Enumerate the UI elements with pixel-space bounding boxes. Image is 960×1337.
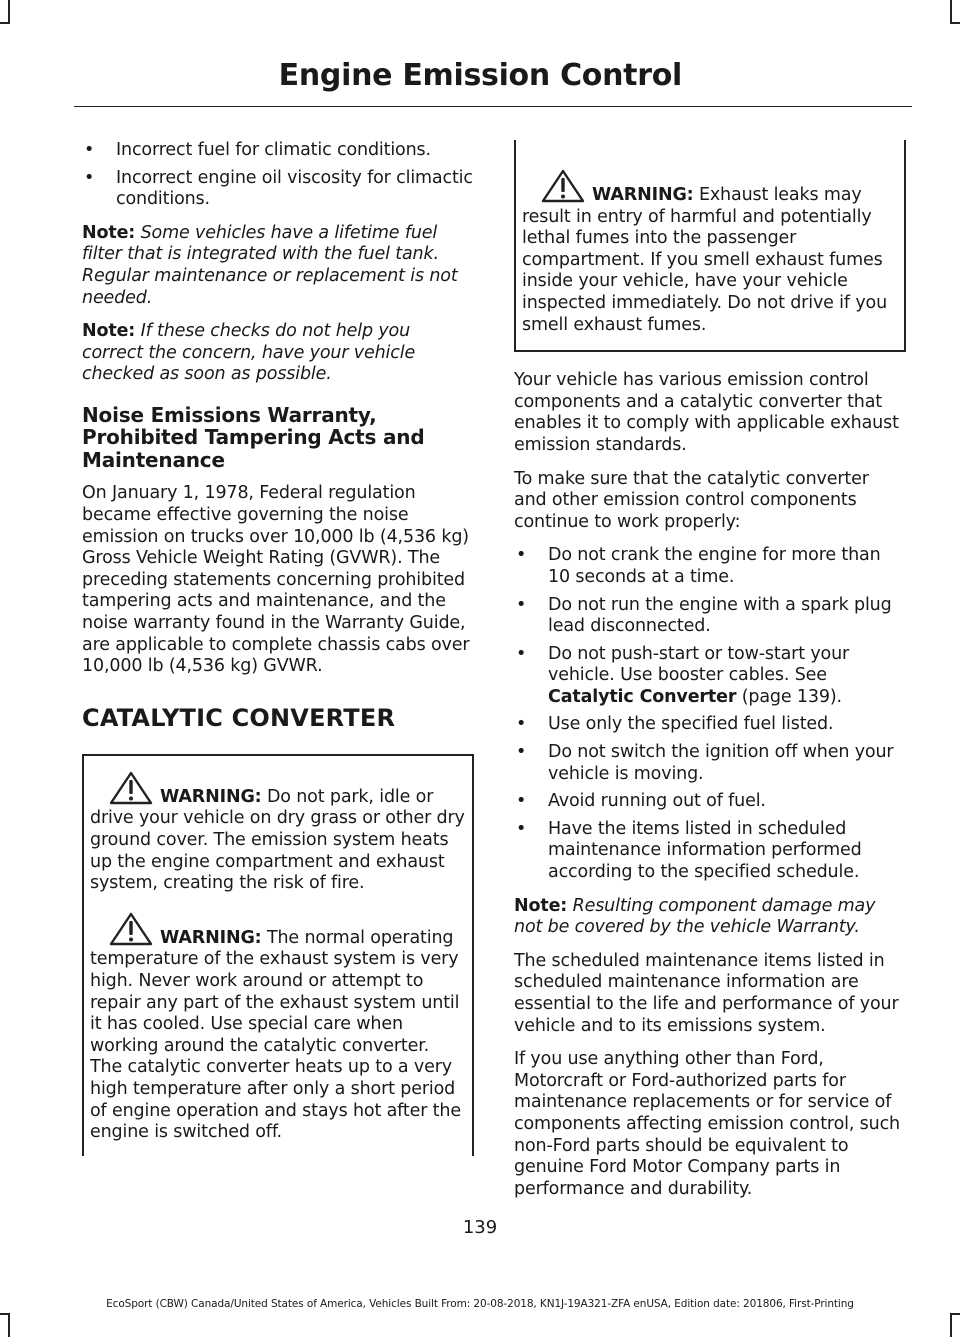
footer-edition-info: EcoSport (CBW) Canada/United States of America, Vehicles Built From: 20-08-2018, KN1J-19A321-ZFA enUSA, Edition date: 201806, First-Printing: [106, 1298, 854, 1310]
note-text: If these checks do not help you correct the concern, have your vehicle checked as soon as possible.: [82, 321, 416, 385]
left-column: [82, 140, 474, 1174]
section-heading-catalytic-converter: CATALYTIC CONVERTER: [82, 703, 396, 732]
note-checks: [82, 321, 474, 386]
section-heading-noise-warranty: Noise Emissions Warranty, Prohibited Tampering Acts and Maintenance: [82, 402, 425, 472]
push-start-text: Do not push-start or tow-start your vehicle. Use booster cables. See: [548, 643, 850, 686]
list-item: • Do not switch the ignition off when your vehicle is moving.: [514, 742, 906, 785]
list-item-push-start: [514, 644, 906, 709]
make-sure-paragraph: To make sure that the catalytic converter and other emission control components continue to work properly:: [514, 468, 869, 532]
warning-text: Exhaust leaks may result in entry of harmful and potentially lethal fumes into the passenger compartment. If you smell exhaust fumes inside your vehicle, have your vehicle inspected immediately. Do not drive if you smell exhaust fumes.: [522, 185, 888, 335]
right-bullet-list: [514, 545, 906, 883]
warning-label: WARNING:: [160, 927, 262, 948]
right-column: [514, 140, 906, 1212]
warning-label: WARNING:: [160, 786, 262, 807]
note-label: Note:: [514, 895, 568, 916]
list-item: • Incorrect engine oil viscosity for climactic conditions.: [82, 168, 474, 211]
warning-triangle-icon: [108, 911, 154, 947]
crop-mark-top-left: [0, 0, 10, 24]
noise-warranty-paragraph: On January 1, 1978, Federal regulation became effective governing the noise emission on trucks over 10,000 lb (4,536 kg) Gross Vehicle Weight Rating (GVWR). The preceding statements concerning prohibited tampering acts and maintenance, and the noise warranty found in the Warranty Guide, are applicable to complete chassis cabs over 10,000 lb (4,536 kg) GVWR.: [82, 483, 470, 677]
warning-triangle-icon: [108, 770, 154, 806]
note-label: Note:: [82, 321, 136, 342]
warning-exhaust-leaks: [522, 168, 898, 336]
warning-triangle-icon: [540, 168, 586, 204]
warning-text: Do not park, idle or drive your vehicle on dry grass or other dry ground cover. The emission system heats up the engine compartment and exhaust system, creating the risk of fire.: [90, 786, 465, 894]
list-item: • Avoid running out of fuel.: [514, 791, 906, 813]
page-reference: (page 139).: [736, 686, 842, 707]
warning-label: WARNING:: [592, 185, 694, 205]
warning-box-exhaust-leak: [514, 140, 906, 352]
list-item: • Do not run the engine with a spark plug lead disconnected.: [514, 595, 906, 638]
note-text: Resulting component damage may not be covered by the vehicle Warranty.: [514, 895, 876, 938]
scheduled-maintenance-paragraph: The scheduled maintenance items listed in scheduled maintenance information are essential to the life and performance of your vehicle and to its emissions system.: [514, 950, 899, 1036]
note-lifetime-filter: [82, 223, 474, 309]
list-item: • Incorrect fuel for climatic conditions.: [82, 140, 474, 162]
emission-components-paragraph: Your vehicle has various emission control components and a catalytic converter that enables it to comply with applicable exhaust emission standards.: [514, 370, 899, 455]
crop-mark-bottom-left: [0, 1313, 10, 1337]
list-item: • Use only the specified fuel listed.: [514, 714, 906, 736]
page-header-title: Engine Emission Control: [278, 58, 682, 93]
left-bullet-list: [82, 140, 474, 211]
crop-mark-bottom-right: [950, 1313, 960, 1337]
list-item: • Do not crank the engine for more than 10 seconds at a time.: [514, 545, 906, 588]
warning-dry-grass: [90, 770, 466, 895]
header-rule: [74, 106, 912, 107]
warning-exhaust-temperature: [90, 911, 466, 1144]
crop-mark-top-right: [950, 0, 960, 24]
note-text: Some vehicles have a lifetime fuel filter that is integrated with the fuel tank. Regular maintenance or replacement is not needed.: [82, 222, 458, 308]
non-ford-parts-paragraph: If you use anything other than Ford, Motorcraft or Ford-authorized parts for maintenance replacements or for service of components affecting emission control, such non-Ford parts should be equivalent to genuine Ford Motor Company parts in performance and durability.: [514, 1049, 900, 1199]
note-component-damage: [514, 896, 906, 939]
page-number: 139: [462, 1217, 498, 1238]
warning-text: The normal operating temperature of the exhaust system is very high. Never work around or attempt to repair any part of the exhaust system until it has cooled. Use special care when working around the catalytic converter. The catalytic converter heats up to a very high temperature after only a short period of engine operation and stays hot after the engine is switched off.: [90, 927, 461, 1143]
note-label: Note:: [82, 222, 136, 243]
warning-box-fire: [82, 754, 474, 1156]
list-item: • Have the items listed in scheduled maintenance information performed according to the specified schedule.: [514, 819, 906, 884]
catalytic-converter-link[interactable]: Catalytic Converter: [548, 686, 737, 707]
